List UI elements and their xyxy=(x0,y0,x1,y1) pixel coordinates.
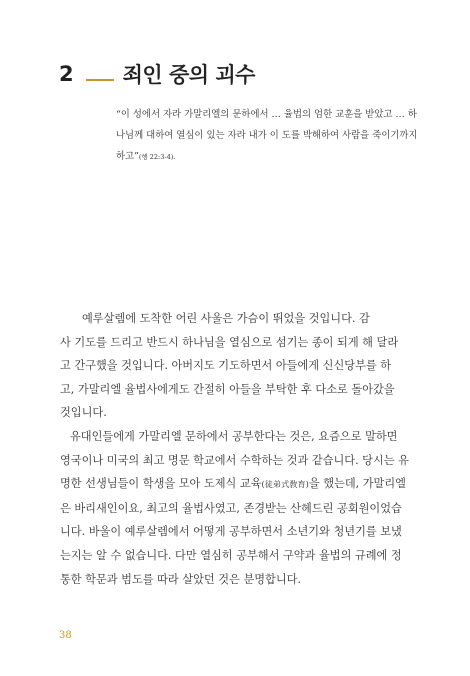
chapter-title: 죄인 중의 괴수 xyxy=(122,63,255,87)
paragraph-line: 통한 학문과 범도를 따라 살았던 것은 분명합니다. xyxy=(60,572,302,586)
page-number: 38 xyxy=(59,630,72,641)
paragraph-line: 영국이나 미국의 최고 명문 학교에서 수학하는 것과 같습니다. 당시는 유 xyxy=(60,453,409,467)
chapter-accent-rule xyxy=(86,79,114,81)
hanja-annotation: (徒弟式敎育) xyxy=(261,479,309,490)
chapter-heading xyxy=(59,57,255,91)
paragraph-line xyxy=(60,472,412,497)
epigraph-line: “이 성에서 자라 가말리엘의 문하에서 … 율법의 엄한 교훈을 받았고 … 하 xyxy=(116,109,417,120)
paragraph-text: 을 했는데, 가말리엘 xyxy=(308,477,406,491)
paragraph-line: 유대인들에게 가말리엘 문하에서 공부한다는 것은, 요즘으로 말하면 xyxy=(70,429,398,443)
paragraph-line: 것입니다. xyxy=(60,406,107,420)
paragraph-line: 예루살렘에 도착한 어린 사울은 가슴이 뛰었을 것입니다. 감 xyxy=(82,312,370,325)
chapter-number: 2 xyxy=(59,62,74,86)
scripture-reference: (행 22:3-4). xyxy=(138,153,176,161)
paragraph-line: 니다. 바울이 예루살렘에서 어떻게 공부하면서 소년기와 청년기를 보냈 xyxy=(60,525,402,539)
paragraph-line: 고, 가말리엘 율법사에게도 간절히 아들을 부탁한 후 다소로 돌아갔을 xyxy=(60,382,395,396)
paragraph-line: 는지는 알 수 없습니다. 다만 열심히 공부해서 구약과 율법의 규례에 정 xyxy=(60,548,402,562)
paragraph-line: 은 바리새인이요, 최고의 율법사였고, 존경받는 산헤드린 공회원이었습 xyxy=(60,501,402,515)
paragraph-text: 명한 선생님들이 학생을 모아 도제식 교육 xyxy=(60,477,262,491)
epigraph-line: 나님께 대하여 열심이 있는 자라 내가 이 도를 박해하여 사람을 죽이기까지 xyxy=(116,130,418,141)
epigraph-text: 하고” xyxy=(116,151,139,162)
epigraph xyxy=(116,104,418,168)
paragraph-line: 사 기도를 드리고 반드시 하나님을 열심으로 섬기는 종이 되게 해 달라 xyxy=(60,335,399,349)
epigraph-line xyxy=(116,146,412,168)
paragraph-line: 고 간구했을 것입니다. 아버지도 기도하면서 아들에게 신신당부를 하 xyxy=(60,359,392,373)
body-text xyxy=(60,307,412,591)
